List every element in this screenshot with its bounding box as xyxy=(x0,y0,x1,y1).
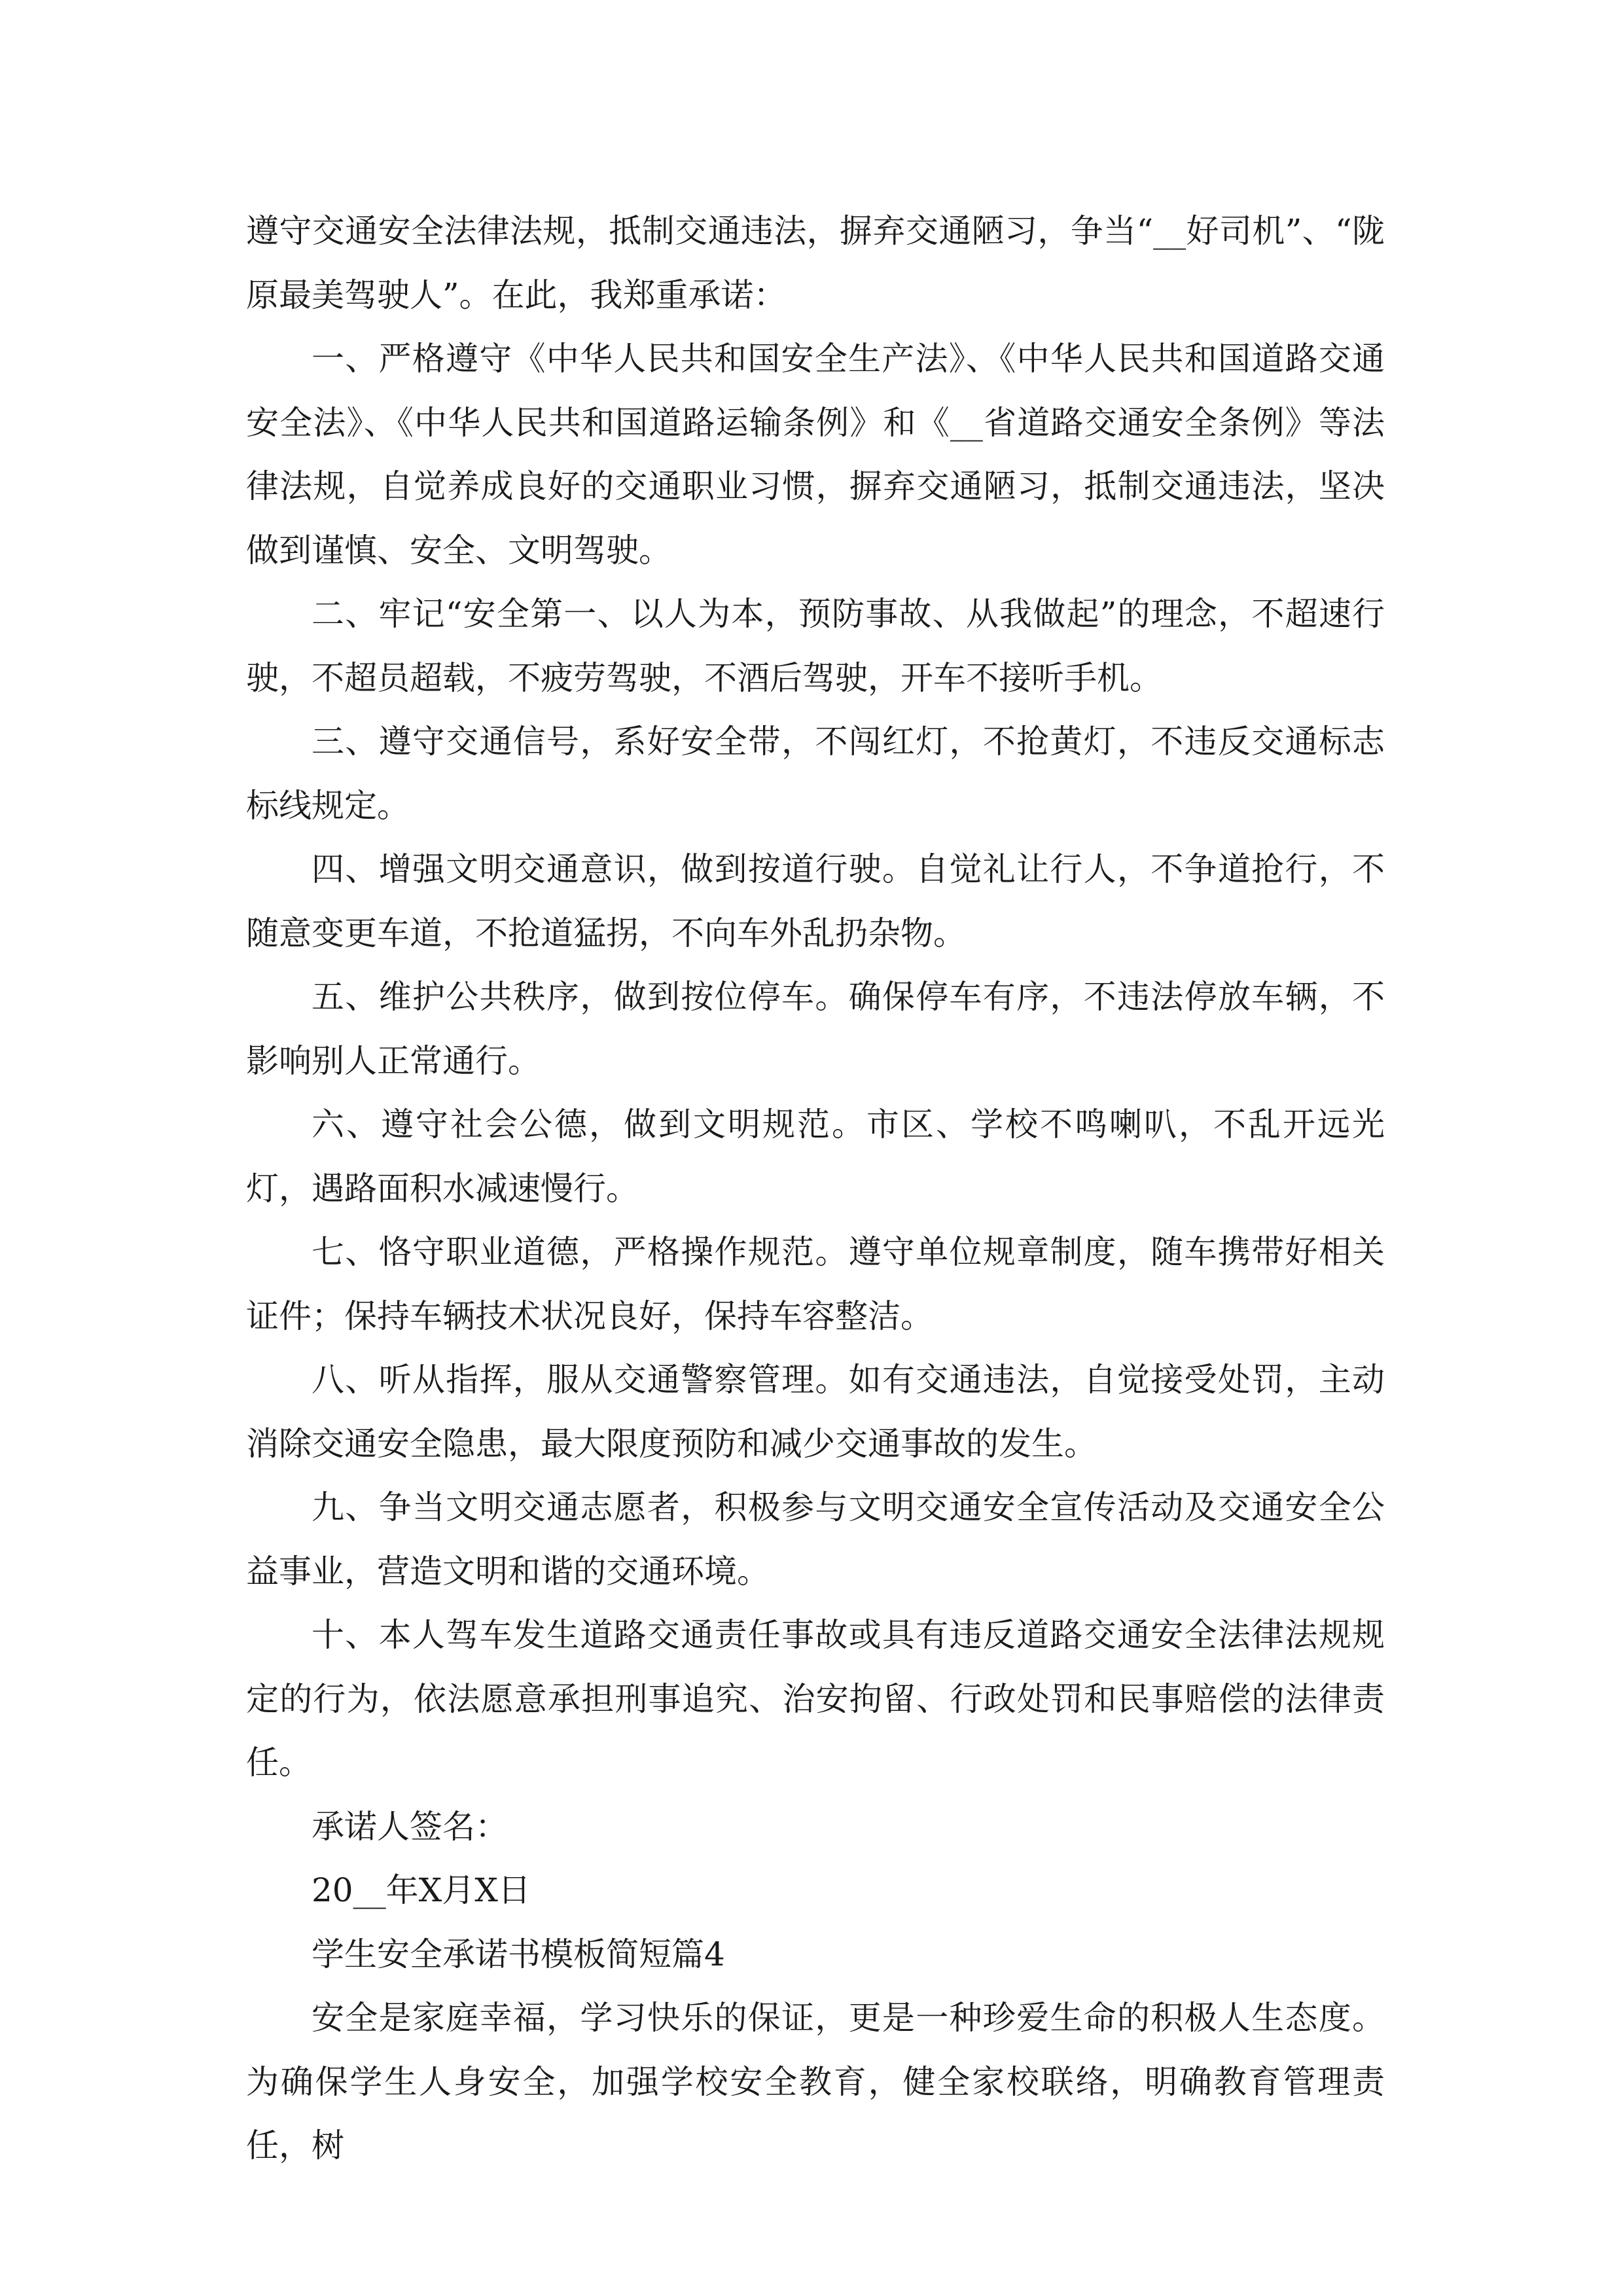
paragraph-item-4: 四、增强文明交通意识，做到按道行驶。自觉礼让行人，不争道抢行，不随意变更车道，不抢道猛拐，不向车外乱扔杂物。 xyxy=(246,850,1385,952)
document-body xyxy=(246,200,1385,2178)
paragraph-section-4-intro: 安全是家庭幸福，学习快乐的保证，更是一种珍爱生命的积极人生态度。为确保学生人身安全，加强学校安全教育，健全家校联络，明确教育管理责任，树 xyxy=(246,1999,1385,2164)
section-heading: 学生安全承诺书模板简短篇4 xyxy=(312,1935,725,1973)
paragraph-item-6: 六、遵守社会公德，做到文明规范。市区、学校不鸣喇叭，不乱开远光灯，遇路面积水减速慢行。 xyxy=(246,1105,1385,1208)
paragraph-item-3: 三、遵守交通信号，系好安全带，不闯红灯，不抢黄灯，不违反交通标志标线规定。 xyxy=(246,723,1385,825)
paragraph-intro-continuation: 遵守交通安全法律法规，抵制交通违法，摒弃交通陋习，争当“__好司机”、“陇原最美驾驶人”。在此，我郑重承诺： xyxy=(246,212,1385,314)
paragraph-item-1: 一、严格遵守《中华人民共和国安全生产法》、《中华人民共和国道路交通安全法》、《中华人民共和国道路运输条例》和《__省道路交通安全条例》等法律法规，自觉养成良好的交通职业习惯，摒弃交通陋习，抵制交通违法，坚决做到谨慎、安全、文明驾驶。 xyxy=(246,340,1385,569)
paragraph-item-10: 十、本人驾车发生道路交通责任事故或具有违反道路交通安全法律法规规定的行为，依法愿意承担刑事追究、治安拘留、行政处罚和民事赔偿的法律责任。 xyxy=(246,1616,1385,1782)
paragraph-item-7: 七、恪守职业道德，严格操作规范。遵守单位规章制度，随车携带好相关证件；保持车辆技术状况良好，保持车容整洁。 xyxy=(246,1233,1385,1335)
date-line: 20__年X月X日 xyxy=(312,1871,531,1909)
signature-line: 承诺人签名： xyxy=(312,1807,508,1846)
paragraph-item-8: 八、听从指挥，服从交通警察管理。如有交通违法，自觉接受处罚，主动消除交通安全隐患，最大限度预防和减少交通事故的发生。 xyxy=(246,1361,1385,1463)
paragraph-item-2: 二、牢记“安全第一、以人为本，预防事故、从我做起”的理念，不超速行驶，不超员超载，不疲劳驾驶，不酒后驾驶，开车不接听手机。 xyxy=(246,595,1385,697)
paragraph-item-5: 五、维护公共秩序，做到按位停车。确保停车有序，不违法停放车辆，不影响别人正常通行。 xyxy=(246,978,1385,1080)
paragraph-item-9: 九、争当文明交通志愿者，积极参与文明交通安全宣传活动及交通安全公益事业，营造文明和谐的交通环境。 xyxy=(246,1488,1385,1590)
